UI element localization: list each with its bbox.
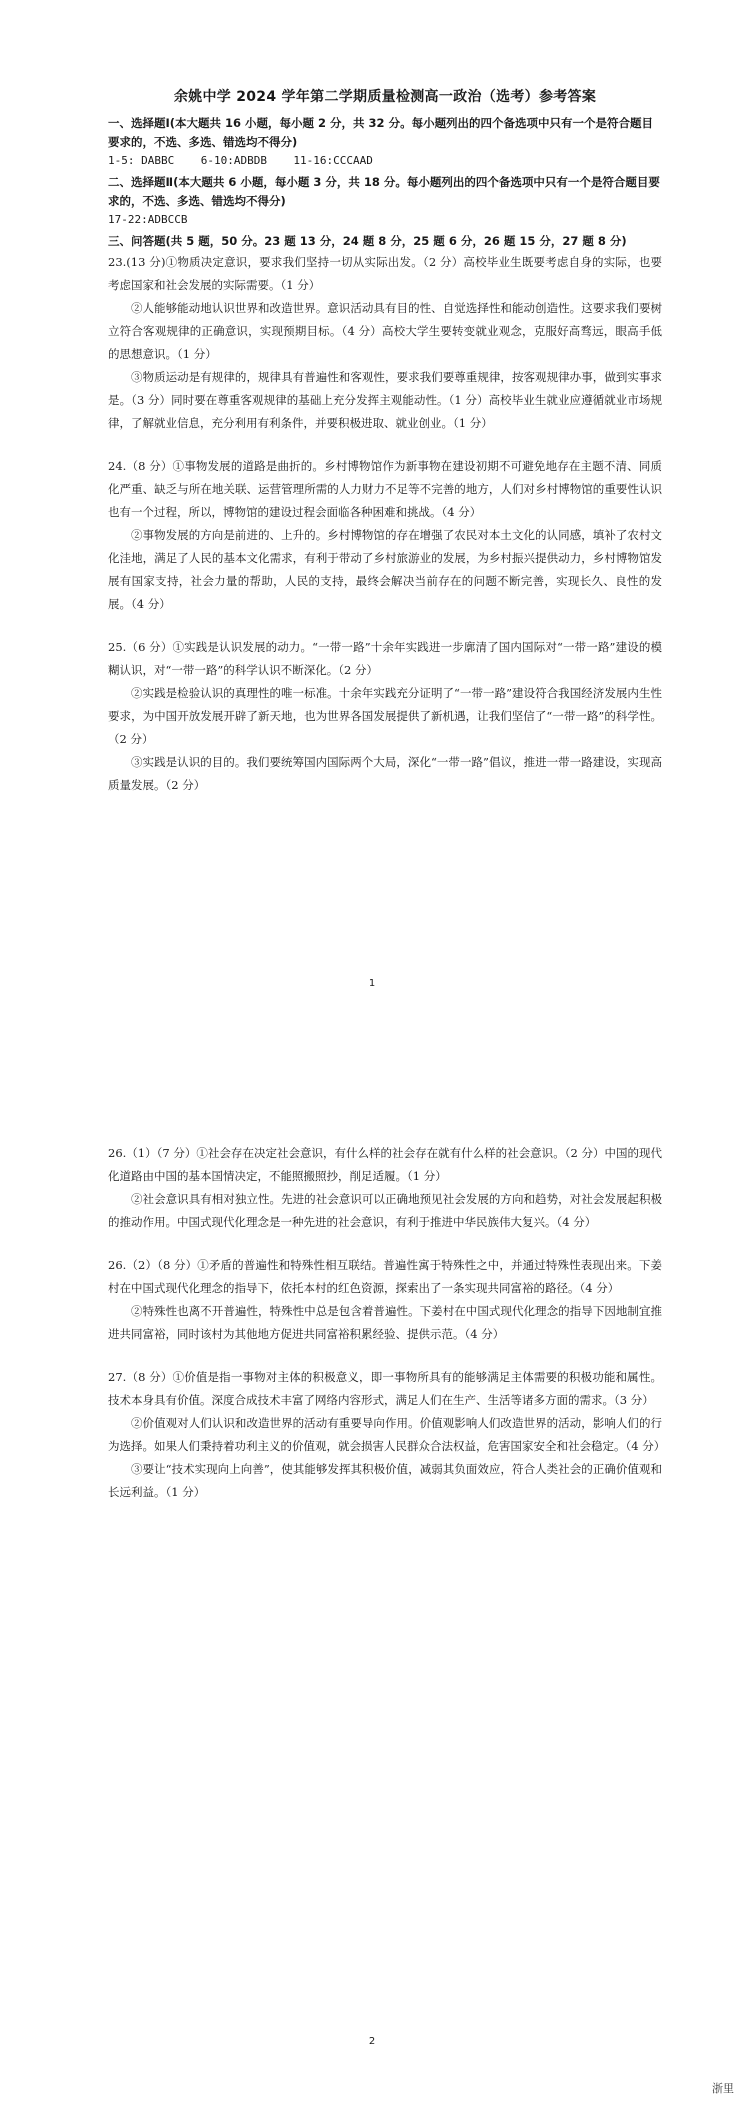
q27-paragraph-1: 27.（8 分）①价值是指一事物对主体的积极意义，即一事物所具有的能够满足主体需要的积极功能和属性。技术本身具有价值。深度合成技术丰富了网络内容形式，满足人们在生产、生活等诸多方面的需求。（3 分） <box>108 1370 662 1407</box>
page-number-1: 1 <box>368 978 376 989</box>
document-title: 余姚中学 2024 学年第二学期质量检测高一政治（选考）参考答案 <box>173 89 597 105</box>
page-2-content <box>108 1142 666 1504</box>
q27-paragraph-2: ②价值观对人们认识和改造世界的活动有重要导向作用。价值观影响人们改造世界的活动，影响人们的行为选择。如果人们秉持着功利主义的价值观，就会损害人民群众合法权益，危害国家安全和社会稳定。（4 分） <box>108 1416 666 1453</box>
section-1-answers: 1-5: DABBC 6-10:ADBDB 11-16:CCCAAD <box>108 154 373 167</box>
section-3-heading: 三、问答题(共 5 题，50 分。23 题 13 分，24 题 8 分，25 题 6 分，26 题 15 分，27 题 8 分) <box>108 234 627 248</box>
q26-1-paragraph-1: 26.（1）（7 分）①社会存在决定社会意识，有什么样的社会存在就有什么样的社会意识。（2 分）中国的现代化道路由中国的基本国情决定，不能照搬照抄，削足适履。（1 分） <box>108 1146 662 1183</box>
q25-paragraph-3: ③实践是认识的目的。我们要统筹国内国际两个大局，深化“一带一路”倡议，推进一带一路建设，实现高质量发展。（2 分） <box>108 755 662 792</box>
page-1-content <box>108 86 662 797</box>
q24-paragraph-2: ②事物发展的方向是前进的、上升的。乡村博物馆的存在增强了农民对本土文化的认同感，填补了农村文化洼地，满足了人民的基本文化需求，有利于带动了乡村旅游业的发展，为乡村振兴提供动力，乡村博物馆发展有国家支持，社会力量的帮助，人民的支持，最终会解决当前存在的问题不断完善，实现长久、良性的发展。（4 分） <box>108 528 662 611</box>
section-2-heading: 二、选择题Ⅱ(本大题共 6 小题，每小题 3 分，共 18 分。每小题列出的四个备选项中只有一个是符合题目要求的，不选、多选、错选均不得分) <box>108 175 660 208</box>
section-2-answers: 17-22:ADBCCB <box>108 213 188 226</box>
page-number-2: 2 <box>368 2036 376 2047</box>
q25-paragraph-1: 25.（6 分）①实践是认识发展的动力。“一带一路”十余年实践进一步廓清了国内国际对“一带一路”建设的模糊认识，对“一带一路”的科学认识不断深化。（2 分） <box>108 640 662 677</box>
q26-1-paragraph-2: ②社会意识具有相对独立性。先进的社会意识可以正确地预见社会发展的方向和趋势，对社会发展起积极的推动作用。中国式现代化理念是一种先进的社会意识，有利于推进中华民族伟大复兴。（4 分） <box>108 1192 662 1229</box>
corner-watermark-text: 浙里 <box>712 2082 734 2095</box>
q26-2-paragraph-1: 26.（2）（8 分）①矛盾的普遍性和特殊性相互联结。普遍性寓于特殊性之中，并通过特殊性表现出来。下姜村在中国式现代化理念的指导下，依托本村的红色资源，探索出了一条实现共同富裕的路径。（4 分） <box>108 1258 662 1295</box>
document-page-1 <box>0 0 744 1000</box>
q26-2-paragraph-2: ②特殊性也离不开普遍性，特殊性中总是包含着普遍性。下姜村在中国式现代化理念的指导下因地制宜推进共同富裕，同时该村为其他地方促进共同富裕积累经验、提供示范。（4 分） <box>108 1304 662 1341</box>
q23-paragraph-3: ③物质运动是有规律的，规律具有普遍性和客观性，要求我们要尊重规律，按客观规律办事，做到实事求是。（3 分）同时要在尊重客观规律的基础上充分发挥主观能动性。（1 分）高校毕业生就业应遵循就业市场规律，了解就业信息，充分利用有利条件，并要积极进取、就业创业。（1 分） <box>108 370 662 430</box>
q24-paragraph-1: 24.（8 分）①事物发展的道路是曲折的。乡村博物馆作为新事物在建设初期不可避免地存在主题不清、同质化严重、缺乏与所在地关联、运营管理所需的人力财力不足等不完善的地方，人们对乡村博物馆的重要性认识也有一个过程，所以，博物馆的建设过程会面临各种困难和挑战。（4 分） <box>108 459 662 519</box>
q23-paragraph-1: 23.(13 分)①物质决定意识，要求我们坚持一切从实际出发。（2 分）高校毕业生既要考虑自身的实际，也要考虑国家和社会发展的实际需要。（1 分） <box>108 255 662 292</box>
q27-paragraph-3: ③要让“技术实现向上向善”，使其能够发挥其积极价值，减弱其负面效应，符合人类社会的正确价值观和长远利益。（1 分） <box>108 1462 662 1499</box>
section-1-heading: 一、选择题Ⅰ(本大题共 16 小题，每小题 2 分，共 32 分。每小题列出的四个备选项中只有一个是符合题目要求的，不选、多选、错选均不得分) <box>108 116 654 149</box>
document-page-2 <box>0 1000 744 2104</box>
q25-paragraph-2: ②实践是检验认识的真理性的唯一标准。十余年实践充分证明了“一带一路”建设符合我国经济发展内生性要求，为中国开放发展开辟了新天地，也为世界各国发展提供了新机遇，让我们坚信了“一带一路”的科学性。（2 分） <box>108 686 662 746</box>
q23-paragraph-2: ②人能够能动地认识世界和改造世界。意识活动具有目的性、自觉选择性和能动创造性。这要求我们要树立符合客观规律的正确意识，实现预期目标。（4 分）高校大学生要转变就业观念，克服好高骛远，眼高手低的思想意识。（1 分） <box>108 301 662 361</box>
